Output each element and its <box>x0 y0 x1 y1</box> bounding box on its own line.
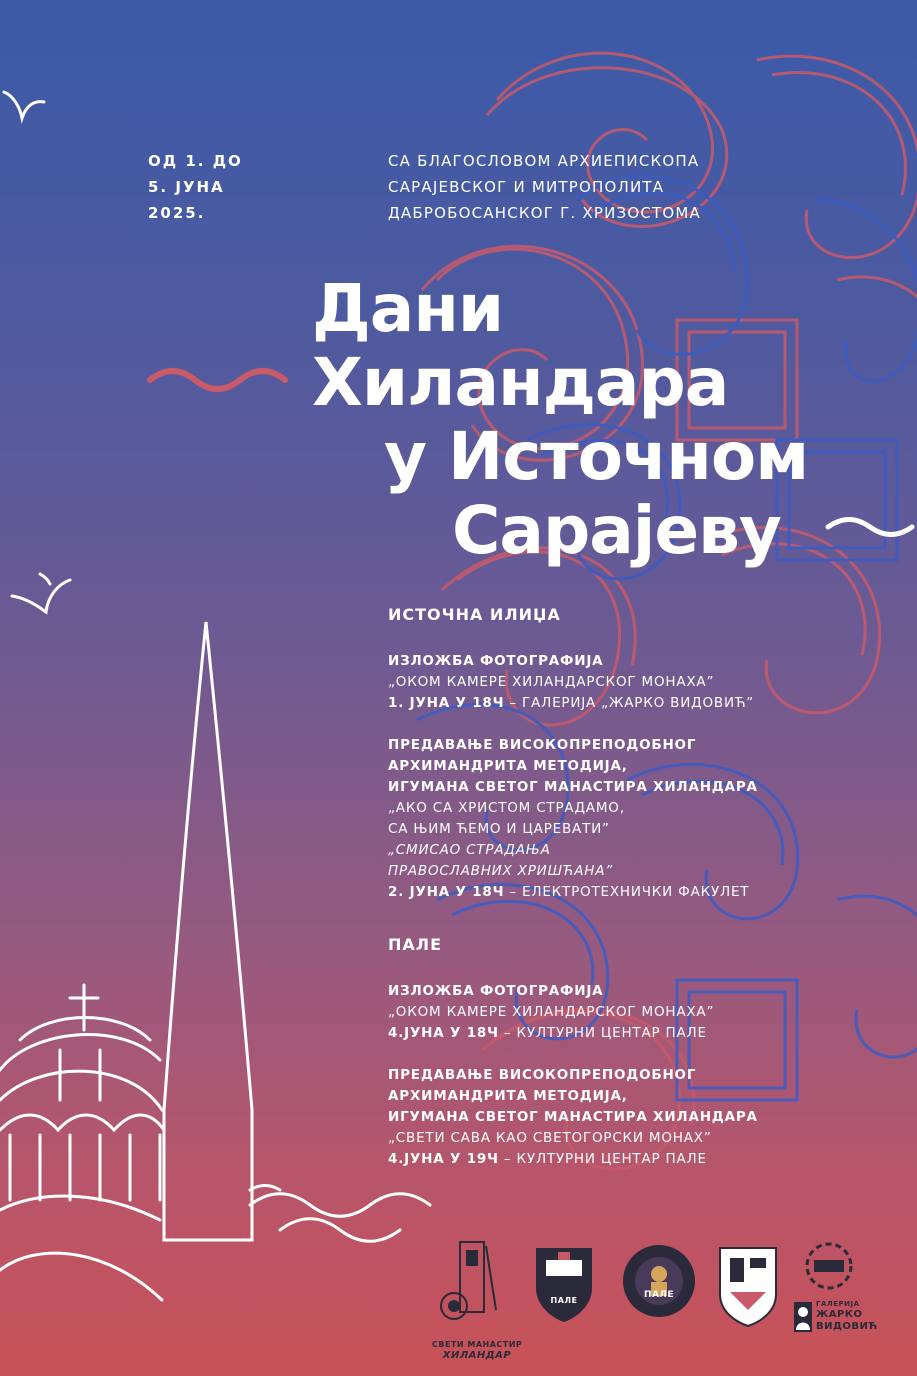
event-entry <box>388 981 888 1044</box>
event-line-bold: ИЗЛОЖБА ФОТОГРАФИЈА <box>388 983 604 999</box>
event-line <box>388 693 888 714</box>
title-line-1: Дани <box>312 270 504 347</box>
event-line <box>388 882 888 903</box>
event-line <box>388 1065 888 1086</box>
partner-logos <box>432 1232 898 1362</box>
event-line <box>388 651 888 672</box>
hilandar-logo <box>438 1240 514 1336</box>
date-line-2: 5. ЈУНА <box>148 178 225 196</box>
event-line <box>388 981 888 1002</box>
event-line-bold: ИЗЛОЖБА ФОТОГРАФИЈА <box>388 653 604 669</box>
event-entry <box>388 1065 888 1170</box>
event-line <box>388 1086 888 1107</box>
bird-top <box>4 92 44 118</box>
event-line <box>388 819 888 840</box>
event-line <box>388 1107 888 1128</box>
event-line-text: „АКО СА ХРИСТОМ СТРАДАМО, <box>388 800 625 816</box>
event-line-text: – ГАЛЕРИЈА „ЖАРКО ВИДОВИЋ” <box>504 695 755 711</box>
event-line-text: – ЕЛЕКТРОТЕХНИЧКИ ФАКУЛЕТ <box>504 884 750 900</box>
bird-small <box>40 574 50 584</box>
event-line-text: „ОКОМ КАМЕРЕ ХИЛАНДАРСКОГ МОНАХА” <box>388 674 715 690</box>
blessing-line-2: САРАЈЕВСКОГ И МИТРОПОЛИТА <box>388 178 665 196</box>
event-line-text: „ОКОМ КАМЕРЕ ХИЛАНДАРСКОГ МОНАХА” <box>388 1004 715 1020</box>
title-line-2: Хиландара <box>312 344 729 421</box>
date-line-1: ОД 1. ДО <box>148 152 243 170</box>
section-spacer <box>388 924 888 934</box>
waves-lower-2 <box>280 1219 400 1242</box>
gallery-caption-1: ГАЛЕРИЈА <box>816 1300 860 1308</box>
bird-middle <box>12 580 70 612</box>
event-line-italic: ПРАВОСЛАВНИХ ХРИШЋАНА” <box>388 863 614 879</box>
hilandar-caption-2: ХИЛАНДАР <box>442 1350 512 1361</box>
event-line-bold: ПРЕДАВАЊЕ ВИСОКОПРЕПОДОБНОГ <box>388 737 697 753</box>
event-entry <box>388 735 888 903</box>
event-line <box>388 1002 888 1023</box>
event-line-bold: ИГУМАНА СВЕТОГ МАНАСТИРА ХИЛАНДАРА <box>388 779 758 795</box>
event-line <box>388 861 888 882</box>
pale-seal-caption: ПАЛЕ <box>643 1290 675 1300</box>
blessing-text <box>388 148 808 226</box>
title-line-3: у Источном <box>384 418 809 495</box>
pale-seal-logo <box>620 1242 698 1320</box>
event-line-bold: ПРЕДАВАЊЕ ВИСОКОПРЕПОДОБНОГ <box>388 1067 697 1083</box>
blessing-line-1: СА БЛАГОСЛОВОМ АРХИЕПИСКОПА <box>388 152 700 170</box>
event-entry <box>388 651 888 714</box>
event-line-bold: 4.ЈУНА У 19Ч <box>388 1151 499 1167</box>
event-line <box>388 1149 888 1170</box>
event-line-text: – КУЛТУРНИ ЦЕНТАР ПАЛЕ <box>498 1151 707 1167</box>
event-line <box>388 756 888 777</box>
location-heading: ИСТОЧНА ИЛИЏА <box>388 605 561 624</box>
wave-left <box>150 371 285 389</box>
obelisk <box>164 622 252 1240</box>
event-line <box>388 840 888 861</box>
event-line <box>388 798 888 819</box>
waves-lower-1 <box>250 1194 430 1217</box>
event-line <box>388 1128 888 1149</box>
event-line <box>388 777 888 798</box>
waves-lower-3 <box>250 1186 280 1191</box>
gallery-portrait-icon <box>794 1302 812 1332</box>
pale-crest-logo <box>532 1244 596 1324</box>
gallery-caption-2: ЖАРКО <box>816 1309 863 1320</box>
event-line <box>388 735 888 756</box>
hilandar-caption-1: СВЕТИ МАНАСТИР <box>432 1340 523 1349</box>
event-line <box>388 1023 888 1044</box>
cross-icon <box>70 985 98 1030</box>
title-line-4: Сарајеву <box>452 492 781 569</box>
event-line-bold: 2. ЈУНА У 18Ч <box>388 884 505 900</box>
event-line-bold: 4.ЈУНА У 18Ч <box>388 1025 499 1041</box>
institution-logo <box>796 1240 862 1296</box>
date-line-3: 2025. <box>148 204 206 222</box>
event-line-bold: АРХИМАНДРИТА МЕТОДИЈА, <box>388 1088 628 1104</box>
event-line-text: – КУЛТУРНИ ЦЕНТАР ПАЛЕ <box>498 1025 707 1041</box>
pale-crest-caption: ПАЛЕ <box>550 1296 578 1305</box>
program-schedule <box>388 604 888 1191</box>
event-line-bold: ИГУМАНА СВЕТОГ МАНАСТИРА ХИЛАНДАРА <box>388 1109 758 1125</box>
event-line-italic: „СМИСАО СТРАДАЊА <box>388 842 551 858</box>
gallery-caption-3: ВИДОВИЋ <box>816 1321 878 1332</box>
blessing-line-3: ДАБРОБОСАНСКОГ Г. ХРИЗОСТОМА <box>388 204 701 222</box>
event-line-bold: 1. ЈУНА У 18Ч <box>388 695 505 711</box>
location-heading: ПАЛЕ <box>388 935 442 954</box>
event-date <box>148 148 298 226</box>
event-line-bold: АРХИМАНДРИТА МЕТОДИЈА, <box>388 758 628 774</box>
event-line-text: „СВЕТИ САВА КАО СВЕТОГОРСКИ МОНАХ” <box>388 1130 712 1146</box>
event-line-text: СА ЊИМ ЋЕМО И ЦАРЕВАТИ” <box>388 821 610 837</box>
poster-title <box>300 272 900 568</box>
faculty-logo <box>716 1244 780 1328</box>
event-line <box>388 672 888 693</box>
